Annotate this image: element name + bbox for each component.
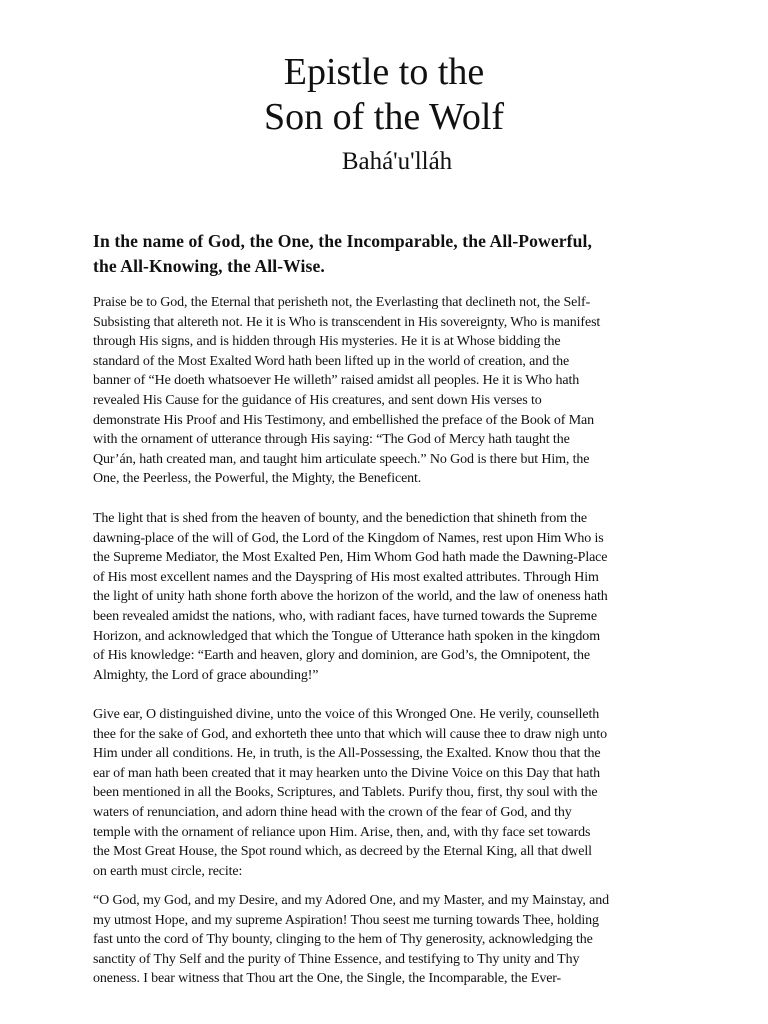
paragraph-line: waters of renunciation, and adorn thine head with the crown of the fear of God, and thy: [93, 804, 572, 820]
paragraph-line: demonstrate His Proof and His Testimony, and embellished the preface of the Book of Man: [93, 412, 595, 428]
paragraph-line: Horizon, and acknowledged that which the Tongue of Utterance hath spoken in the kingdom: [93, 628, 600, 644]
paragraph-line: dawning-place of the will of God, the Lord of the Kingdom of Names, rest upon Him Who is: [93, 530, 604, 546]
paragraph-line: of His most excellent names and the Dayspring of His most exalted attributes. Through Him: [93, 569, 599, 585]
paragraph-line: Almighty, the Lord of grace abounding!”: [93, 667, 319, 683]
paragraph-line: The light that is shed from the heaven of bounty, and the benediction that shineth from the: [93, 511, 587, 526]
paragraph-line: One, the Peerless, the Powerful, the Mighty, the Beneficent.: [93, 471, 422, 487]
paragraph-line: Praise be to God, the Eternal that perisheth not, the Everlasting that declineth not, the Self-: [93, 295, 591, 310]
title-line-1: Epistle to the: [283, 51, 485, 93]
paragraph-line: been revealed amidst the nations, who, with radiant faces, have turned towards the Supreme: [93, 608, 597, 624]
paragraph-line: thee for the sake of God, and exhorteth thee unto that which will cause thee to draw nigh unto: [93, 726, 607, 742]
paragraph-line: through His signs, and is hidden through His mysteries. He it is at Whose bidding the: [93, 334, 561, 350]
paragraph-line: on earth must circle, recite:: [93, 863, 243, 879]
paragraph-line: been mentioned in all the Books, Scriptures, and Tablets. Purify thou, first, thy soul with the: [93, 785, 598, 801]
paragraph-line: “O God, my God, and my Desire, and my Adored One, and my Master, and my Mainstay, and: [93, 893, 609, 908]
paragraph-line: Subsisting that altereth not. He it is Who is transcendent in His sovereignty, Who is manifest: [93, 314, 601, 330]
invocation-heading: [93, 229, 693, 279]
paragraph-line: ear of man hath been created that it may hearken unto the Divine Voice on this Day that hath: [93, 765, 601, 781]
paragraph-3: [93, 705, 683, 881]
paragraph-line: the light of unity hath shone forth above the horizon of the world, and the law of oneness hath: [93, 589, 608, 605]
author-name: Bahá'u'lláh: [341, 148, 453, 175]
paragraph-4: [93, 891, 683, 989]
paragraph-line: standard of the Most Exalted Word hath been lifted up in the world of creation, and the: [93, 353, 570, 369]
paragraph-line: my utmost Hope, and my supreme Aspiration! Thou seest me turning towards Thee, holding: [93, 912, 599, 928]
paragraph-line: fast unto the cord of Thy bounty, clinging to the hem of Thy generosity, acknowledging the: [93, 932, 593, 948]
heading-line-1: In the name of God, the One, the Incomparable, the All-Powerful,: [93, 231, 592, 251]
paragraph-line: Give ear, O distinguished divine, unto the voice of this Wronged One. He verily, counselleth: [93, 707, 600, 722]
paragraph-line: of His knowledge: “Earth and heaven, glory and dominion, are God’s, the Omnipotent, the: [93, 648, 590, 664]
paragraph-1: [93, 293, 683, 489]
paragraph-2: [93, 509, 683, 685]
paragraph-line: Him under all conditions. He, in truth, is the All-Possessing, the Exalted. Know thou that the: [93, 746, 601, 762]
title-line-2: Son of the Wolf: [263, 96, 505, 138]
paragraph-line: revealed His Cause for the guidance of His creatures, and sent down His verses to: [93, 392, 542, 408]
paragraph-line: the Most Great House, the Spot round which, as decreed by the Eternal King, all that dwell: [93, 844, 592, 860]
paragraph-line: temple with the ornament of reliance upon Him. Arise, then, and, with thy face set towards: [93, 824, 591, 840]
heading-line-2: the All-Knowing, the All-Wise.: [93, 256, 325, 276]
paragraph-line: Qur’án, hath created man, and taught him articulate speech.” No God is there but Him, the: [93, 451, 590, 467]
paragraph-line: banner of “He doeth whatsoever He willeth” raised amidst all peoples. He it is Who hath: [93, 373, 580, 389]
paragraph-line: with the ornament of utterance through His saying: “The God of Mercy hath taught the: [93, 432, 570, 448]
paragraph-line: the Supreme Mediator, the Most Exalted Pen, Him Whom God hath made the Dawning-Place: [93, 550, 608, 566]
paragraph-line: sanctity of Thy Self and the purity of Thine Essence, and testifying to Thy unity and Thy: [93, 951, 580, 967]
paragraph-line: oneness. I bear witness that Thou art the One, the Single, the Incomparable, the Ever-: [93, 971, 562, 987]
document-title: [0, 0, 768, 140]
